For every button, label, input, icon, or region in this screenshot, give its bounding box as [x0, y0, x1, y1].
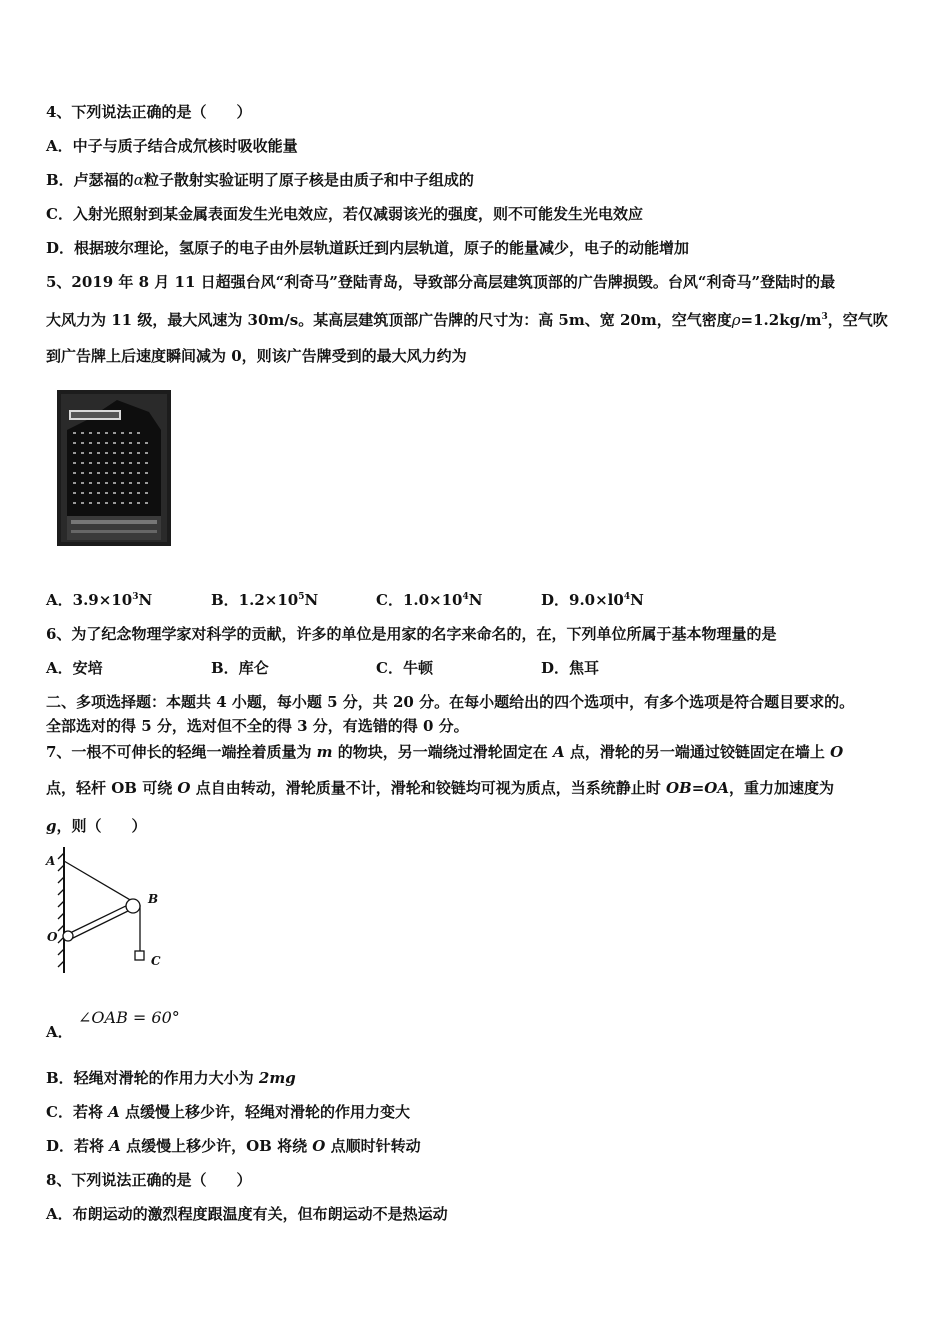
- q7-stem-line3: g，则（ ）: [46, 817, 147, 835]
- q6-option-d: D．焦耳: [541, 659, 600, 677]
- rho-symbol: ρ: [731, 311, 741, 329]
- q4-option-d: D．根据玻尔理论，氢原子的电子由外层轨道跃迁到内层轨道，原子的能量减少，电子的动能增加: [46, 239, 690, 257]
- q5-option-a: A．$3.9\times 10^3N$: [46, 591, 153, 609]
- q5-option-d: D．$9.0\times l0^4N$: [541, 591, 644, 609]
- alpha-symbol: α: [133, 171, 144, 189]
- q7-option-d: D．若将 A 点缓慢上移少许，OB 将绕 O 点顺时针转动: [46, 1137, 421, 1155]
- q5-stem-line1: 5、2019 年 8 月 11 日超强台风“利奇马”登陆青岛，导致部分高层建筑顶部的广告牌损毁。台风“利奇马”登陆时的最: [46, 273, 836, 291]
- q4-stem: 4、下列说法正确的是（ ）: [46, 103, 252, 121]
- q7-option-a: A．: [46, 1023, 73, 1041]
- label-C: C: [151, 954, 161, 968]
- q7-option-b: B．轻绳对滑轮的作用力大小为 2mg: [46, 1069, 296, 1087]
- q6-option-c: C．牛顿: [376, 659, 433, 677]
- q5-option-b: B．$1.2\times 10^5N$: [211, 591, 319, 609]
- q7-option-c: C．若将 A 点缓慢上移少许，轻绳对滑轮的作用力变大: [46, 1103, 411, 1121]
- billboard-building-photo: [57, 390, 171, 546]
- q6-stem: 6、为了纪念物理学家对科学的贡献，许多的单位是用家的名字来命名的，在，下列单位所属于基本物理量的是: [46, 625, 777, 643]
- q8-option-a: A．布朗运动的激烈程度跟温度有关，但布朗运动不是热运动: [46, 1205, 448, 1223]
- pulley-rod-diagram: [44, 845, 174, 977]
- label-B: B: [148, 892, 159, 906]
- q7-stem-line1: 7、一根不可伸长的轻绳一端拴着质量为 m 的物块，另一端绕过滑轮固定在 A 点，滑轮的另一端通过铰链固定在墙上 O: [46, 743, 844, 761]
- q5-stem-line2: 大风力为 11 级，最大风速为 30m/s。某高层建筑顶部广告牌的尺寸为：高 5m、宽 20m，空气密度$\rho=1.2kg/m^3$，空气吹: [46, 311, 888, 329]
- q5-stem-line3: 到广告牌上后速度瞬间减为 0，则该广告牌受到的最大风力约为: [46, 347, 467, 365]
- q4-option-b: B．卢瑟福的α粒子散射实验证明了原子核是由质子和中子组成的: [46, 171, 474, 189]
- q8-stem: 8、下列说法正确的是（ ）: [46, 1171, 252, 1189]
- label-O: O: [47, 930, 58, 944]
- q4-option-a: A．中子与质子结合成氘核时吸收能量: [46, 137, 298, 155]
- q7-stem-line2: 点，轻杆 OB 可绕 O 点自由转动，滑轮质量不计，滑轮和铰链均可视为质点，当系统静止时 OB=OA，重力加速度为: [46, 779, 834, 797]
- q7-option-a-formula: ∠OAB = 60°: [78, 1008, 180, 1027]
- label-A: A: [46, 854, 56, 868]
- q6-option-a: A．安培: [46, 659, 103, 677]
- q4-option-c: C．入射光照射到某金属表面发生光电效应，若仅减弱该光的强度，则不可能发生光电效应: [46, 205, 643, 223]
- q6-option-b: B．库仑: [211, 659, 269, 677]
- q5-option-c: C．$1.0\times 10^4N$: [376, 591, 483, 609]
- section2-heading-line2: 全部选对的得 5 分，选对但不全的得 3 分，有选错的得 0 分。: [46, 717, 469, 735]
- section2-heading-line1: 二、多项选择题：本题共 4 小题，每小题 5 分，共 20 分。在每小题给出的四个选项中，有多个选项是符合题目要求的。: [46, 693, 855, 711]
